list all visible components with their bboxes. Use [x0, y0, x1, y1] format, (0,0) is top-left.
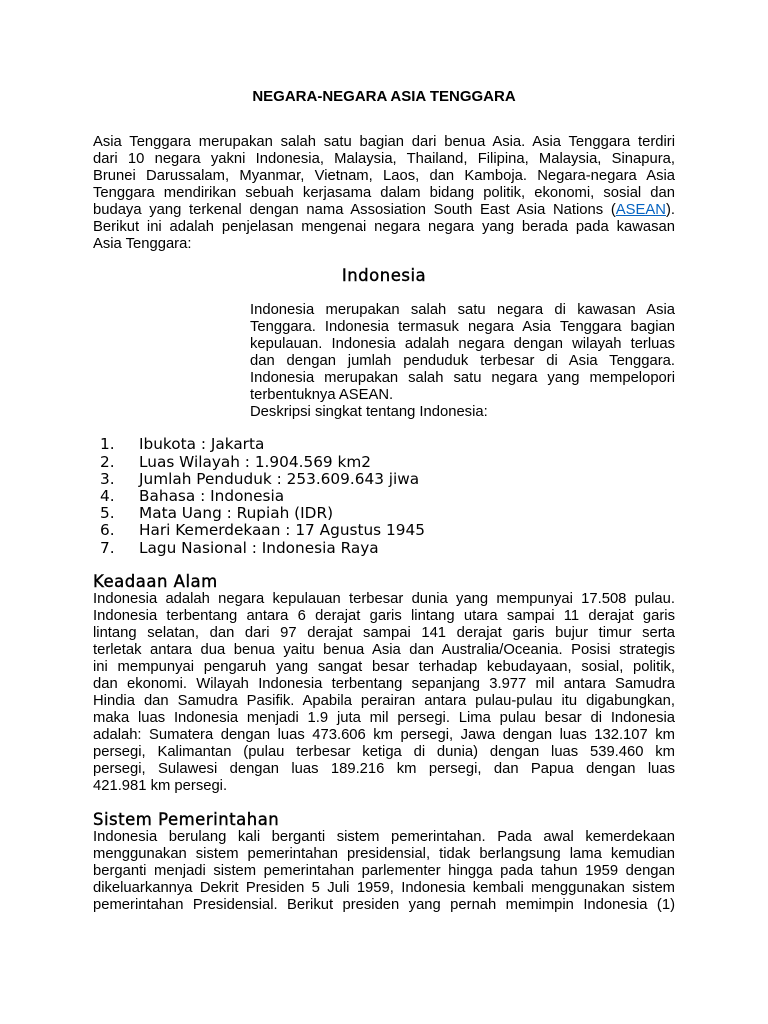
list-number: 2. [100, 452, 115, 471]
keadaan-alam-line-2: Indonesia terbentang antara 6 derajat garis lintang utara sampai 11 derajat garis [93, 607, 675, 624]
keadaan-alam-line-9: adalah: Sumatera dengan luas 473.606 km persegi, Jawa dengan luas 132.107 km [93, 726, 675, 743]
indonesia-line-5: Indonesia merupakan salah satu negara yang mempelopori [250, 369, 675, 386]
list-number: 6. [100, 521, 115, 540]
indonesia-line-7: Deskripsi singkat tentang Indonesia: [250, 403, 488, 420]
list-item [100, 522, 660, 539]
list-item [100, 488, 660, 505]
list-text: Bahasa : Indonesia [139, 486, 285, 505]
sistem-line-2: menggunakan sistem pemerintahan presidensial, tidak berlangsung lama kemudian [93, 845, 675, 862]
sistem-line-1: Indonesia berulang kali berganti sistem pemerintahan. Pada awal kemerdekaan [93, 828, 675, 845]
list-text: Lagu Nasional : Indonesia Raya [139, 538, 379, 557]
intro-line-2: dari 10 negara yakni Indonesia, Malaysia, Thailand, Filipina, Malaysia, Sinapura, [93, 150, 675, 167]
intro-line-3: Brunei Darussalam, Myanmar, Vietnam, Laos, dan Kamboja. Negara-negara Asia [93, 167, 675, 184]
section-heading-sistem-pemerintahan: Sistem Pemerintahan [93, 810, 280, 829]
intro-line-4: Tenggara mendirikan sebuah kerjasama dalam bidang politik, ekonomi, sosial dan [93, 184, 675, 201]
indonesia-line-4: dan dengan jumlah penduduk terbesar di Asia Tenggara. [250, 352, 675, 369]
indonesia-facts-list [100, 436, 660, 556]
sistem-line-4: dikeluarkannya Dekrit Presiden 5 Juli 1959, Indonesia kembali menggunakan sistem [93, 879, 675, 896]
list-number: 3. [100, 469, 115, 488]
sistem-line-3: berganti menjadi sistem pemerintahan parlementer hingga pada tahun 1959 dengan [93, 862, 675, 879]
list-item [100, 540, 660, 557]
intro-line-6: Berikut ini adalah penjelasan mengenai negara negara yang berada pada kawasan [93, 218, 675, 235]
indonesia-line-6: terbentuknya ASEAN. [250, 386, 394, 403]
intro-paragraph [93, 134, 675, 253]
list-number: 1. [100, 435, 115, 454]
list-number: 4. [100, 486, 115, 505]
list-text: Hari Kemerdekaan : 17 Agustus 1945 [139, 521, 425, 540]
list-number: 7. [100, 538, 115, 557]
intro-line-7: Asia Tenggara: [93, 235, 192, 252]
asean-link[interactable]: ASEAN [615, 201, 666, 218]
keadaan-alam-line-8: maka luas Indonesia menjadi 1.9 juta mil persegi. Lima pulau besar di Indonesia [93, 709, 675, 726]
indonesia-paragraph [250, 302, 675, 421]
list-text: Luas Wilayah : 1.904.569 km2 [139, 452, 372, 471]
intro-line-5-text: budaya yang terkenal dengan nama Assosiation South East Asia Nations ( [93, 201, 616, 218]
document-title: NEGARA-NEGARA ASIA TENGGARA [252, 88, 516, 105]
indonesia-line-3: kepulauan. Indonesia adalah negara dengan wilayah terluas [250, 335, 675, 352]
intro-line-5-suffix: ). [665, 201, 675, 218]
list-item [100, 454, 660, 471]
keadaan-alam-line-12: 421.981 km persegi. [93, 777, 228, 794]
keadaan-alam-line-11: persegi, Sulawesi dengan luas 189.216 km persegi, dan Papua dengan luas [93, 760, 675, 777]
list-item [100, 505, 660, 522]
list-item [100, 436, 660, 453]
keadaan-alam-line-4: terletak antara dua benua yaitu benua Asia dan Australia/Oceania. Posisi strategis [93, 641, 675, 658]
intro-line-1: Asia Tenggara merupakan salah satu bagian dari benua Asia. Asia Tenggara terdiri [93, 133, 675, 150]
sistem-pemerintahan-paragraph [93, 829, 675, 914]
section-heading-indonesia: Indonesia [341, 266, 427, 285]
keadaan-alam-line-10: persegi, Kalimantan (pulau terbesar ketiga di dunia) dengan luas 539.460 km [93, 743, 675, 760]
indonesia-line-1: Indonesia merupakan salah satu negara di kawasan Asia [250, 301, 675, 318]
list-number: 5. [100, 504, 115, 523]
keadaan-alam-paragraph [93, 591, 675, 795]
keadaan-alam-line-6: dan ekonomi. Wilayah Indonesia terbentang sepanjang 3.977 mil antara Samudra [93, 675, 675, 692]
indonesia-line-2: Tenggara. Indonesia termasuk negara Asia Tenggara bagian [250, 318, 675, 335]
list-text: Mata Uang : Rupiah (IDR) [139, 504, 334, 523]
list-text: Ibukota : Jakarta [139, 435, 265, 454]
keadaan-alam-line-1: Indonesia adalah negara kepulauan terbesar dunia yang mempunyai 17.508 pulau. [93, 590, 675, 607]
sistem-line-5: pemerintahan Presidensial. Berikut presiden yang pernah memimpin Indonesia (1) [93, 896, 675, 913]
section-heading-keadaan-alam: Keadaan Alam [93, 572, 218, 591]
intro-line-5 [93, 202, 675, 219]
keadaan-alam-line-7: Hindia dan Samudra Pasifik. Apabila perairan antara pulau-pulau itu digabungkan, [93, 692, 675, 709]
keadaan-alam-line-5: ini mempunyai pengaruh yang sangat besar terhadap kebudayaan, sosial, politik, [93, 658, 675, 675]
keadaan-alam-line-3: lintang selatan, dan dari 97 derajat sampai 141 derajat garis bujur timur serta [93, 624, 675, 641]
list-text: Jumlah Penduduk : 253.609.643 jiwa [139, 469, 420, 488]
list-item [100, 471, 660, 488]
